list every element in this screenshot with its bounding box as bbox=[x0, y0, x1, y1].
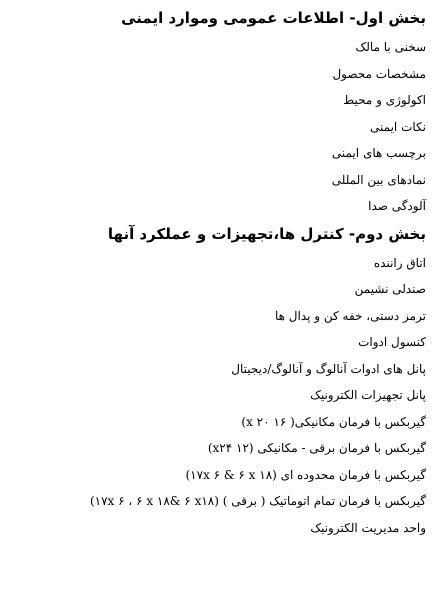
table-of-contents bbox=[0, 4, 426, 541]
toc-item: گیربکس با فرمان برقی - مکانیکی (۱۲ x۲۴) bbox=[207, 441, 426, 455]
toc-item: اکولوژی و محیط bbox=[343, 93, 426, 107]
section-2 bbox=[0, 222, 426, 542]
toc-item: نکات ایمنی bbox=[370, 119, 426, 134]
section-1-title: بخش اول- اطلاعات عمومی وموارد ایمنی bbox=[121, 9, 426, 27]
toc-item: نمادهای بین المللی bbox=[331, 172, 426, 187]
toc-item: مشخصات محصول bbox=[332, 66, 426, 81]
toc-item: کنسول ادوات bbox=[358, 335, 426, 349]
toc-item: واحد مدیریت الکترونیک bbox=[310, 520, 426, 535]
section-2-title: بخش دوم- کنترل ها،تجهیزات و عملکرد آنها bbox=[107, 224, 426, 243]
toc-item: گیربکس با فرمان محدوده ای (۱۷x ۶ & ۶ x ۱۸) bbox=[185, 467, 426, 482]
toc-item: آلودگی صدا bbox=[368, 199, 426, 213]
toc-item: پانل های ادوات آنالوگ و آنالوگ/دیجیتال bbox=[231, 361, 426, 376]
section-1-items bbox=[0, 34, 426, 220]
toc-item: گیربکس با فرمان تمام اتوماتیک ( برقی ) (۱۷x ۶ ، ۶ x ۱۸& ۶ x۱۸) bbox=[89, 494, 426, 508]
section-2-items bbox=[0, 250, 426, 542]
toc-item: صندلی نشیمن bbox=[354, 282, 426, 296]
toc-item: برچسب های ایمنی bbox=[331, 146, 426, 160]
toc-item: پانل تجهیزات الکترونیک bbox=[310, 388, 426, 402]
toc-item: گیربکس با فرمان مکانیکی( ۱۶ x ۲۰) bbox=[241, 414, 426, 429]
toc-item: سخنی با مالک bbox=[355, 40, 426, 54]
toc-item: ترمز دستی، خفه کن و پدال ها bbox=[274, 308, 426, 323]
toc-item: اتاق راننده bbox=[373, 255, 426, 270]
section-1 bbox=[0, 6, 426, 220]
